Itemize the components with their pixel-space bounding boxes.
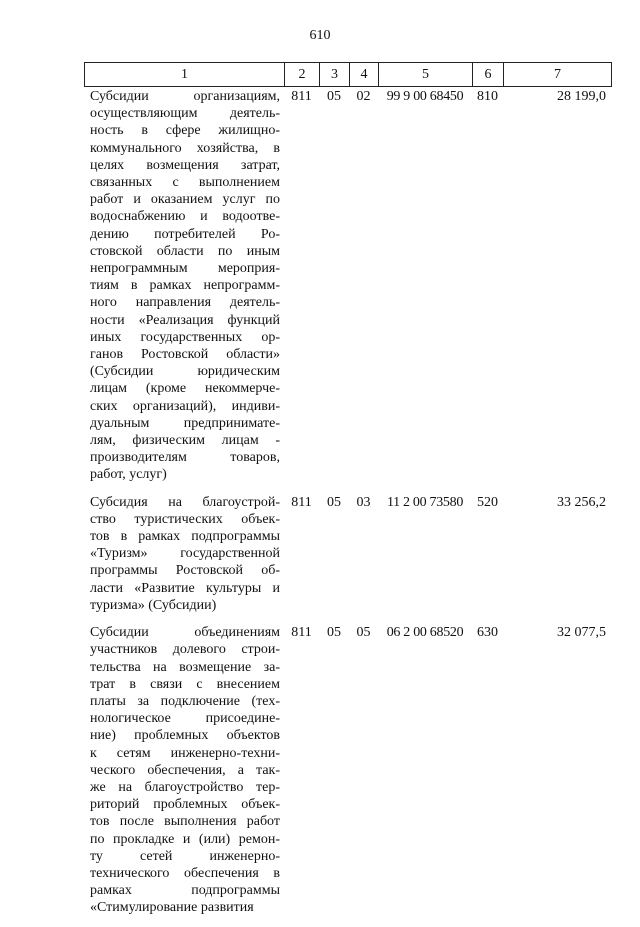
description-line: тов в рамках подпрограммы: [90, 529, 280, 545]
description-line: целях возмещения затрат,: [90, 157, 280, 173]
description-line: лицам (кроме некоммерче-: [90, 381, 280, 397]
column-header-7: 7: [554, 67, 561, 82]
description-line: работ и оказанием услуг по: [90, 192, 280, 208]
description-line: ласти «Развитие культуры и: [90, 580, 280, 596]
description-line: тельства на возмещение за-: [90, 659, 280, 675]
description-line: ских организаций), индиви-: [90, 398, 280, 414]
table-header-row: [84, 62, 612, 87]
description-line: же на благоустройство тер-: [90, 779, 280, 795]
subsection-cell: 02: [356, 89, 371, 104]
target-article-cell: 99 9 00 68450: [386, 89, 464, 104]
description-line: платы за подключение (тех-: [90, 693, 280, 709]
column-header-6: 6: [473, 63, 504, 86]
table-row: [84, 624, 610, 916]
description-line: программы Ростовской об-: [90, 563, 280, 579]
description-line: ность в сфере жилищно-: [90, 123, 280, 139]
target-article-cell: 06 2 00 68520: [386, 625, 464, 641]
description-line: стовской области по иным: [90, 243, 280, 259]
description-line: непрограммным мероприя-: [90, 261, 280, 277]
column-header-1: 1: [85, 63, 285, 86]
target-article-cell: 11 2 00 73580: [386, 494, 464, 510]
description-line: «Стимулирование развития: [90, 900, 254, 916]
subsection-cell: 05: [356, 625, 371, 641]
amount-cell: 28 199,0: [557, 89, 606, 104]
expense-type-cell: 810: [477, 89, 498, 104]
table-row: [84, 494, 610, 614]
description-line: нологическое присоедине-: [90, 711, 280, 727]
section-cell: 05: [327, 494, 341, 510]
description-line: ту сетей инженерно-: [90, 848, 280, 864]
description-line: связанных с выполнением: [90, 175, 280, 191]
description-line: Субсидия на благоустрой-: [90, 494, 280, 510]
table-row: [84, 88, 610, 484]
expense-type-cell: 520: [477, 494, 498, 510]
description-line: туризма» (Субсидии): [90, 597, 217, 613]
column-header-5: 5: [379, 63, 473, 86]
subsection-cell: 03: [356, 494, 371, 510]
section-cell: 05: [327, 89, 341, 104]
description-cell: [84, 624, 284, 916]
column-header-2: 2: [285, 63, 320, 86]
section-cell: 05: [327, 625, 341, 641]
description-line: к сетям инженерно-техни-: [90, 745, 280, 761]
table-body: [84, 88, 610, 927]
amount-cell: 33 256,2: [557, 494, 606, 510]
description-line: коммунального хозяйства, в: [90, 140, 280, 156]
description-line: дуальным предпринимате-: [90, 415, 280, 431]
column-header-4: 4: [350, 63, 379, 86]
description-line: ности «Реализация функций: [90, 312, 280, 328]
description-line: (Субсидии юридическим: [90, 364, 280, 380]
description-line: рамках подпрограммы: [90, 883, 280, 899]
description-line: ганов Ростовской области»: [90, 347, 280, 363]
ministry-code-cell: 811: [291, 89, 312, 104]
amount-cell: 32 077,5: [557, 625, 606, 641]
ministry-code-cell: 811: [291, 625, 312, 641]
description-line: технического обеспечения в: [90, 865, 280, 881]
description-line: тиям в рамках непрограмм-: [90, 278, 280, 294]
description-line: ние) проблемных объектов: [90, 728, 280, 744]
ministry-code-cell: 811: [291, 494, 312, 510]
description-line: осуществляющим деятель-: [90, 106, 280, 122]
description-line: лям, физическим лицам -: [90, 433, 280, 449]
description-line: риторий проблемных объек-: [90, 797, 280, 813]
description-line: трат в связи с внесением: [90, 676, 280, 692]
description-line: ческого обеспечения, а так-: [90, 762, 280, 778]
description-line: тов после выполнения работ: [90, 814, 280, 830]
description-line: дению потребителей Ро-: [90, 226, 280, 242]
description-line: производителям товаров,: [90, 450, 280, 466]
expense-type-cell: 630: [477, 625, 498, 641]
page-number: 610: [309, 28, 331, 43]
description-line: по прокладке и (или) ремон-: [90, 831, 280, 847]
description-line: иных государственных ор-: [90, 329, 280, 345]
description-line: работ, услуг): [90, 467, 167, 483]
description-line: ство туристических объек-: [90, 511, 280, 527]
description-line: Субсидии организациям,: [90, 89, 280, 104]
description-line: ного направления деятель-: [90, 295, 280, 311]
description-cell: [84, 88, 284, 484]
description-line: участников долевого строи-: [90, 642, 280, 658]
description-line: Субсидии объединениям: [90, 625, 280, 641]
description-line: водоснабжению и водоотве-: [90, 209, 280, 225]
description-line: «Туризм» государственной: [90, 546, 280, 562]
description-cell: [84, 494, 284, 614]
column-header-3: 3: [320, 63, 350, 86]
